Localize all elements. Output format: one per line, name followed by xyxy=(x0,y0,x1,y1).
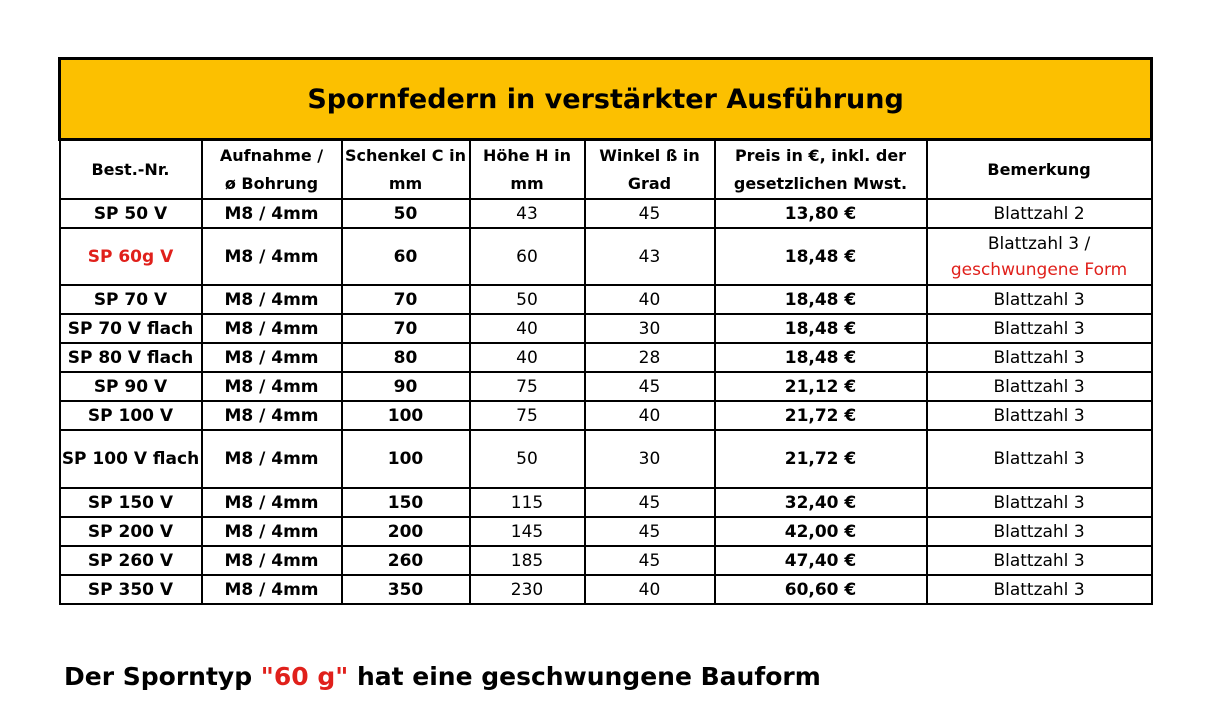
cell-hoehe: 43 xyxy=(470,199,585,228)
cell-bemerkung: Blattzahl 3 xyxy=(927,372,1152,401)
cell-schenkel: 90 xyxy=(342,372,470,401)
cell-aufnahme: M8 / 4mm xyxy=(202,343,342,372)
cell-bemerkung: Blattzahl 3 xyxy=(927,314,1152,343)
cell-schenkel: 100 xyxy=(342,401,470,430)
footnote-text-after: hat eine geschwungene Bauform xyxy=(348,662,821,691)
header-best-nr: Best.-Nr. xyxy=(60,140,202,200)
cell-winkel: 45 xyxy=(585,517,715,546)
cell-hoehe: 40 xyxy=(470,314,585,343)
header-bemerkung: Bemerkung xyxy=(927,140,1152,200)
cell-aufnahme: M8 / 4mm xyxy=(202,285,342,314)
cell-aufnahme: M8 / 4mm xyxy=(202,517,342,546)
table-row xyxy=(60,488,1152,517)
cell-preis: 21,72 € xyxy=(715,430,927,488)
cell-winkel: 45 xyxy=(585,199,715,228)
cell-winkel: 30 xyxy=(585,430,715,488)
cell-schenkel: 150 xyxy=(342,488,470,517)
cell-nr: SP 60g V xyxy=(60,228,202,285)
cell-preis: 13,80 € xyxy=(715,199,927,228)
header-hoehe: Höhe H in mm xyxy=(470,140,585,200)
cell-schenkel: 60 xyxy=(342,228,470,285)
cell-winkel: 40 xyxy=(585,401,715,430)
cell-bemerkung: Blattzahl 3 xyxy=(927,517,1152,546)
cell-schenkel: 50 xyxy=(342,199,470,228)
cell-preis: 47,40 € xyxy=(715,546,927,575)
cell-bemerkung: Blattzahl 3 xyxy=(927,546,1152,575)
cell-aufnahme: M8 / 4mm xyxy=(202,575,342,604)
cell-nr: SP 80 V flach xyxy=(60,343,202,372)
cell-aufnahme: M8 / 4mm xyxy=(202,199,342,228)
price-table-container xyxy=(58,57,1150,605)
cell-preis: 32,40 € xyxy=(715,488,927,517)
table-row xyxy=(60,314,1152,343)
cell-schenkel: 70 xyxy=(342,285,470,314)
cell-bemerkung: Blattzahl 3 xyxy=(927,488,1152,517)
cell-nr: SP 350 V xyxy=(60,575,202,604)
header-row xyxy=(60,140,1152,200)
cell-preis: 18,48 € xyxy=(715,228,927,285)
table-row xyxy=(60,546,1152,575)
cell-bemerkung: Blattzahl 2 xyxy=(927,199,1152,228)
cell-hoehe: 75 xyxy=(470,401,585,430)
cell-winkel: 45 xyxy=(585,488,715,517)
cell-aufnahme: M8 / 4mm xyxy=(202,401,342,430)
cell-bemerkung: Blattzahl 3 xyxy=(927,575,1152,604)
cell-hoehe: 60 xyxy=(470,228,585,285)
table-row xyxy=(60,430,1152,488)
table-row xyxy=(60,285,1152,314)
table-title: Spornfedern in verstärkter Ausführung xyxy=(60,59,1152,140)
cell-aufnahme: M8 / 4mm xyxy=(202,228,342,285)
cell-schenkel: 70 xyxy=(342,314,470,343)
cell-aufnahme: M8 / 4mm xyxy=(202,430,342,488)
cell-nr: SP 150 V xyxy=(60,488,202,517)
cell-winkel: 30 xyxy=(585,314,715,343)
table-row xyxy=(60,401,1152,430)
cell-nr: SP 90 V xyxy=(60,372,202,401)
table-row xyxy=(60,517,1152,546)
cell-nr: SP 260 V xyxy=(60,546,202,575)
cell-winkel: 40 xyxy=(585,285,715,314)
cell-schenkel: 80 xyxy=(342,343,470,372)
cell-bemerkung: Blattzahl 3 xyxy=(927,285,1152,314)
cell-preis: 18,48 € xyxy=(715,314,927,343)
cell-schenkel: 260 xyxy=(342,546,470,575)
cell-bemerkung: Blattzahl 3 xyxy=(927,401,1152,430)
cell-aufnahme: M8 / 4mm xyxy=(202,546,342,575)
table-row xyxy=(60,228,1152,285)
cell-preis: 18,48 € xyxy=(715,285,927,314)
table-row xyxy=(60,199,1152,228)
cell-aufnahme: M8 / 4mm xyxy=(202,372,342,401)
price-table xyxy=(58,57,1153,605)
cell-hoehe: 115 xyxy=(470,488,585,517)
header-winkel: Winkel ß in Grad xyxy=(585,140,715,200)
cell-schenkel: 350 xyxy=(342,575,470,604)
footnote-text-before: Der Sporntyp xyxy=(64,662,261,691)
cell-aufnahme: M8 / 4mm xyxy=(202,488,342,517)
cell-preis: 60,60 € xyxy=(715,575,927,604)
cell-hoehe: 50 xyxy=(470,430,585,488)
cell-preis: 18,48 € xyxy=(715,343,927,372)
cell-bemerkung: Blattzahl 3 / geschwungene Form xyxy=(927,228,1152,285)
footnote xyxy=(64,662,821,691)
cell-preis: 42,00 € xyxy=(715,517,927,546)
header-schenkel: Schenkel C in mm xyxy=(342,140,470,200)
cell-hoehe: 50 xyxy=(470,285,585,314)
table-row xyxy=(60,372,1152,401)
footnote-highlight: "60 g" xyxy=(260,662,349,691)
cell-winkel: 45 xyxy=(585,546,715,575)
cell-nr: SP 100 V xyxy=(60,401,202,430)
cell-winkel: 43 xyxy=(585,228,715,285)
cell-hoehe: 185 xyxy=(470,546,585,575)
cell-hoehe: 145 xyxy=(470,517,585,546)
cell-winkel: 45 xyxy=(585,372,715,401)
table-row xyxy=(60,343,1152,372)
cell-schenkel: 200 xyxy=(342,517,470,546)
cell-nr: SP 70 V flach xyxy=(60,314,202,343)
cell-hoehe: 40 xyxy=(470,343,585,372)
cell-nr: SP 50 V xyxy=(60,199,202,228)
cell-schenkel: 100 xyxy=(342,430,470,488)
cell-bemerkung: Blattzahl 3 xyxy=(927,430,1152,488)
cell-nr: SP 100 V flach xyxy=(60,430,202,488)
cell-winkel: 28 xyxy=(585,343,715,372)
cell-nr: SP 70 V xyxy=(60,285,202,314)
cell-nr: SP 200 V xyxy=(60,517,202,546)
cell-hoehe: 230 xyxy=(470,575,585,604)
cell-preis: 21,72 € xyxy=(715,401,927,430)
table-row xyxy=(60,575,1152,604)
cell-aufnahme: M8 / 4mm xyxy=(202,314,342,343)
cell-preis: 21,12 € xyxy=(715,372,927,401)
cell-winkel: 40 xyxy=(585,575,715,604)
cell-bemerkung: Blattzahl 3 xyxy=(927,343,1152,372)
header-aufnahme: Aufnahme / ø Bohrung xyxy=(202,140,342,200)
header-preis: Preis in €, inkl. der gesetzlichen Mwst. xyxy=(715,140,927,200)
cell-hoehe: 75 xyxy=(470,372,585,401)
